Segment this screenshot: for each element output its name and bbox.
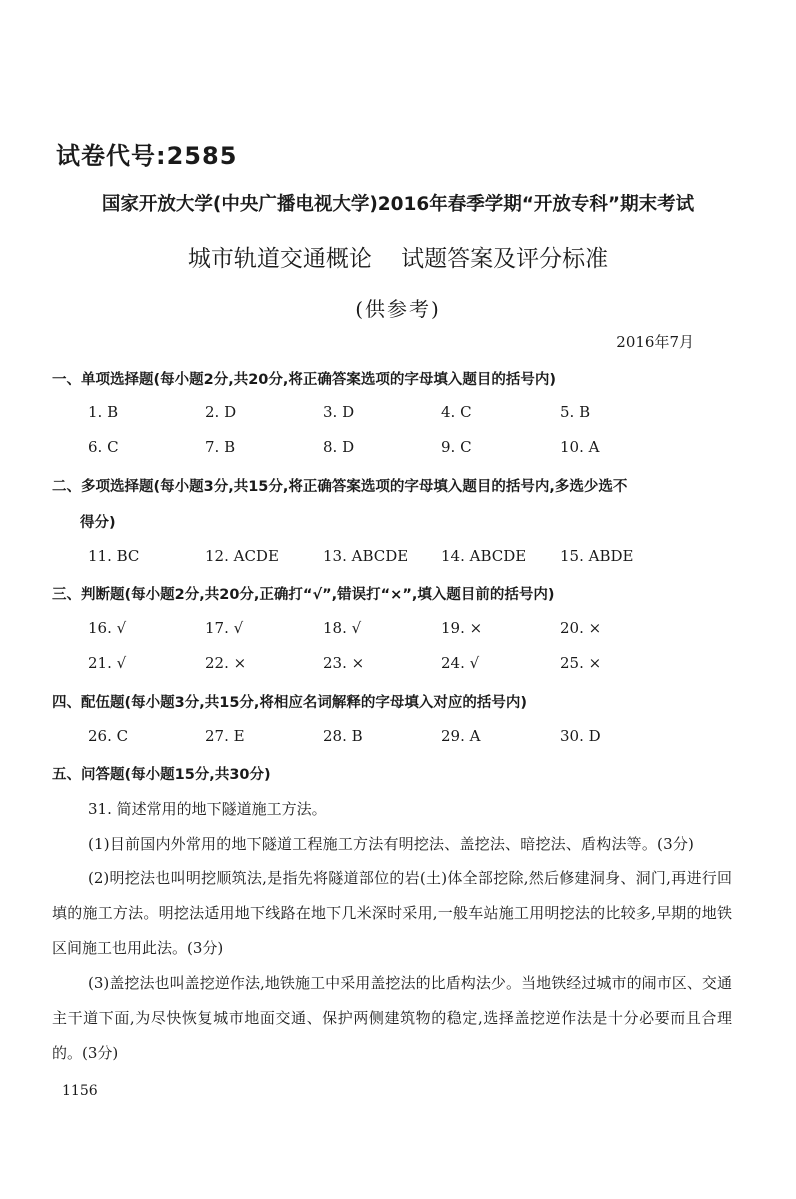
page-number: 1156 <box>62 1083 98 1099</box>
answer-item: 8. D <box>323 438 355 456</box>
answer-item: 5. B <box>560 403 591 421</box>
section-heading-multiple-choice: 二、多项选择题(每小题3分,共15分,将正确答案选项的字母填入题目的括号内,多选少选不 <box>52 479 628 495</box>
answer-paragraph-3: (3)盖挖法也叫盖挖逆作法,地铁施工中采用盖挖法的比盾构法少。当地铁经过城市的闹市区、交通主干道下面,为尽快恢复城市地面交通、保护两侧建筑物的稳定,选择盖挖逆作法是十分必要而且合理的。(3分) <box>52 974 732 1062</box>
answer-item: 19. × <box>441 619 483 637</box>
answer-item: 3. D <box>323 403 355 421</box>
answer-item: 4. C <box>441 403 472 421</box>
answer-row <box>0 619 796 641</box>
answer-paragraph-2: (2)明挖法也叫明挖顺筑法,是指先将隧道部位的岩(土)体全部挖除,然后修建洞身、洞门,再进行回填的施工方法。明挖法适用地下线路在地下几米深时采用,一般车站施工用明挖法的比较多,早期的地铁区间施工也用此法。(3分) <box>52 869 732 957</box>
answer-item: 21. √ <box>88 654 127 672</box>
reference-note: (供参考) <box>355 297 441 321</box>
answer-row <box>0 654 796 676</box>
answer-item: 29. A <box>441 727 481 745</box>
answer-item: 15. ABDE <box>560 547 634 565</box>
answer-item: 25. × <box>560 654 602 672</box>
answer-item: 11. BC <box>88 547 140 565</box>
section-heading-single-choice: 一、单项选择题(每小题2分,共20分,将正确答案选项的字母填入题目的括号内) <box>52 372 557 388</box>
course-title: 城市轨道交通概论 试题答案及评分标准 <box>187 246 609 272</box>
answer-item: 12. ACDE <box>205 547 279 565</box>
answer-item: 26. C <box>88 727 129 745</box>
answer-item: 17. √ <box>205 619 244 637</box>
answer-item: 1. B <box>88 403 119 421</box>
answer-item: 23. × <box>323 654 365 672</box>
answer-item: 9. C <box>441 438 472 456</box>
section-heading-true-false: 三、判断题(每小题2分,共20分,正确打“√”,错误打“×”,填入题目前的括号内) <box>52 587 555 603</box>
answer-item: 6. C <box>88 438 119 456</box>
section-heading-multiple-choice-cont: 得分) <box>80 515 116 531</box>
answer-row <box>0 547 796 569</box>
answer-item: 27. E <box>205 727 245 745</box>
answer-item: 18. √ <box>323 619 362 637</box>
exam-title: 国家开放大学(中央广播电视大学)2016年春季学期“开放专科”期末考试 <box>101 194 695 215</box>
answer-row <box>0 438 796 460</box>
answer-item: 13. ABCDE <box>323 547 409 565</box>
answer-item: 10. A <box>560 438 600 456</box>
section-heading-matching: 四、配伍题(每小题3分,共15分,将相应名词解释的字母填入对应的括号内) <box>52 695 528 711</box>
answer-item: 24. √ <box>441 654 480 672</box>
paper-code: 试卷代号:2585 <box>56 142 238 170</box>
answer-paragraph-1: (1)目前国内外常用的地下隧道工程施工方法有明挖法、盖挖法、暗挖法、盾构法等。(3分) <box>88 835 695 853</box>
answer-item: 20. × <box>560 619 602 637</box>
question-31-title: 31. 简述常用的地下隧道施工方法。 <box>88 800 327 818</box>
answer-item: 2. D <box>205 403 237 421</box>
answer-item: 7. B <box>205 438 236 456</box>
answer-item: 28. B <box>323 727 363 745</box>
answer-item: 30. D <box>560 727 601 745</box>
exam-date: 2016年7月 <box>616 333 694 351</box>
section-heading-short-answer: 五、问答题(每小题15分,共30分) <box>52 767 271 783</box>
answer-item: 16. √ <box>88 619 127 637</box>
answer-row <box>0 727 796 749</box>
answer-row <box>0 403 796 425</box>
answer-item: 22. × <box>205 654 247 672</box>
answer-item: 14. ABCDE <box>441 547 527 565</box>
